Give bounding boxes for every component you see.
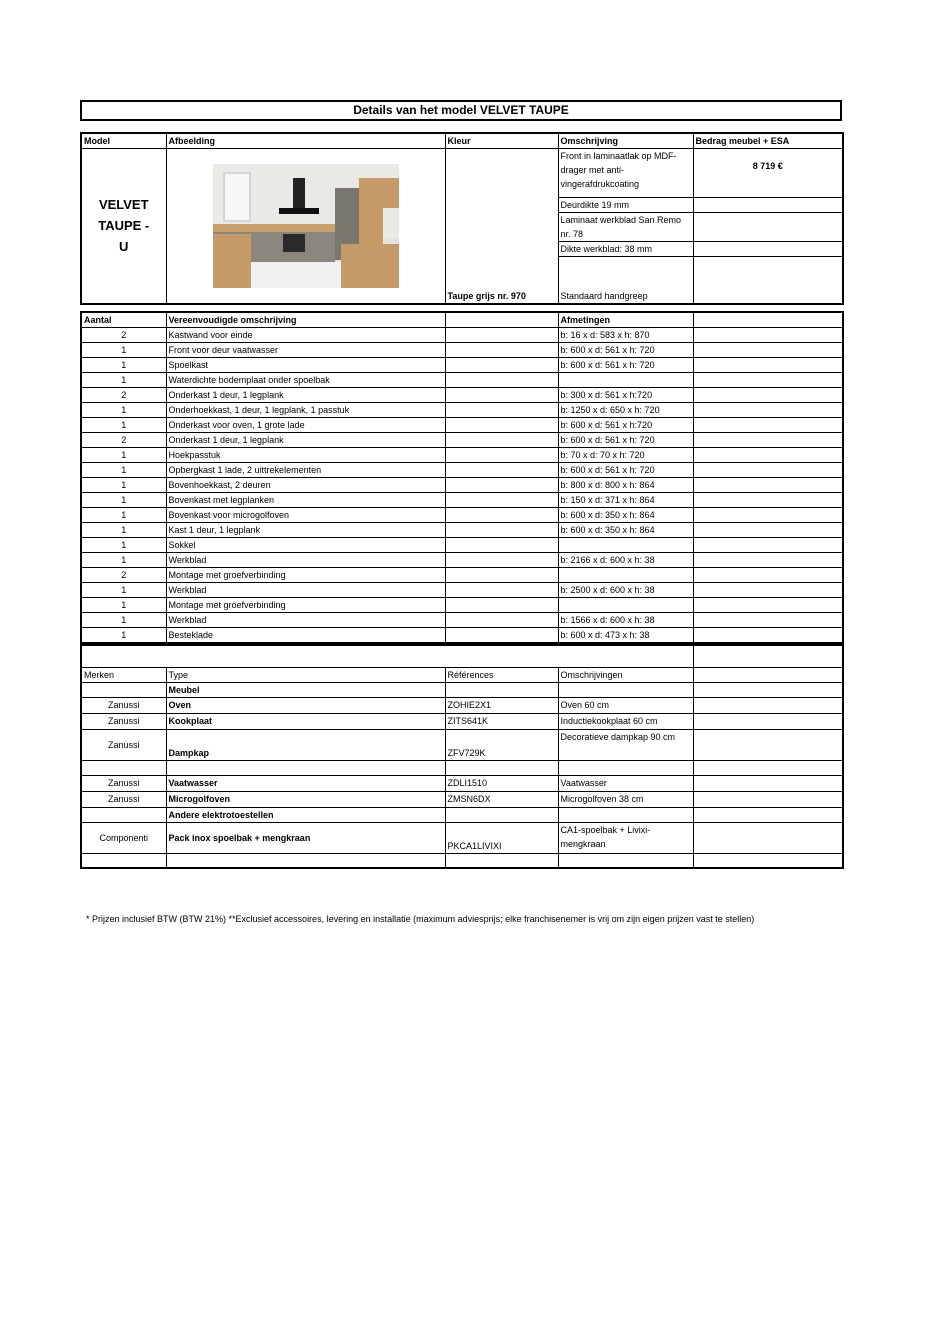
component-row bbox=[81, 463, 843, 478]
appliance-desc: Vaatwasser bbox=[558, 775, 693, 791]
component-dims bbox=[558, 373, 693, 388]
appliance-ref: ZMSN6DX bbox=[445, 791, 558, 807]
component-desc: Werkblad bbox=[166, 613, 445, 628]
component-qty: 2 bbox=[81, 433, 166, 448]
appliance-brand: Zanussi bbox=[81, 713, 166, 729]
description-thickness: Dikte werkblad: 38 mm bbox=[558, 242, 693, 257]
component-qty: 1 bbox=[81, 403, 166, 418]
componenti-desc: CA1-spoelbak + Livixi-mengkraan bbox=[558, 822, 693, 853]
component-row bbox=[81, 478, 843, 493]
appliance-type: Dampkap bbox=[166, 729, 445, 760]
componenti-type: Pack inox spoelbak + mengkraan bbox=[166, 822, 445, 853]
header-description: Omschrijving bbox=[558, 133, 693, 149]
component-qty: 1 bbox=[81, 448, 166, 463]
appliance-type: Oven bbox=[166, 697, 445, 713]
model-name bbox=[81, 149, 166, 304]
component-row bbox=[81, 328, 843, 343]
component-row bbox=[81, 598, 843, 613]
description-worktop: Laminaat werkblad San Remo nr. 78 bbox=[558, 213, 693, 242]
component-qty: 1 bbox=[81, 478, 166, 493]
component-qty: 2 bbox=[81, 388, 166, 403]
component-row bbox=[81, 568, 843, 583]
header-price: Bedrag meubel + ESA bbox=[693, 133, 843, 149]
component-dims: b: 600 x d: 561 x h: 720 bbox=[558, 358, 693, 373]
component-row bbox=[81, 358, 843, 373]
component-desc: Kast 1 deur, 1 legplank bbox=[166, 523, 445, 538]
component-dims: b: 1250 x d: 650 x h: 720 bbox=[558, 403, 693, 418]
header-dimensions: Afmetingen bbox=[558, 312, 693, 328]
component-row bbox=[81, 448, 843, 463]
component-qty: 1 bbox=[81, 418, 166, 433]
price-value: 8 719 € bbox=[693, 149, 843, 198]
component-dims bbox=[558, 568, 693, 583]
component-qty: 1 bbox=[81, 493, 166, 508]
appliance-row bbox=[81, 697, 843, 713]
component-desc: Spoelkast bbox=[166, 358, 445, 373]
component-dims: b: 600 x d: 561 x h:720 bbox=[558, 418, 693, 433]
component-row bbox=[81, 418, 843, 433]
component-dims: b: 300 x d: 561 x h:720 bbox=[558, 388, 693, 403]
description-front: Front in laminaatlak op MDF-drager met anti-vingerafdrukcoating bbox=[558, 149, 693, 198]
component-desc: Bovenhoekkast, 2 deuren bbox=[166, 478, 445, 493]
component-qty: 1 bbox=[81, 463, 166, 478]
model-name-text: VELVET TAUPE - U bbox=[98, 197, 150, 255]
color-value: Taupe grijs nr. 970 bbox=[445, 149, 558, 304]
component-row bbox=[81, 403, 843, 418]
component-desc: Montage met groefverbinding bbox=[166, 598, 445, 613]
header-model: Model bbox=[81, 133, 166, 149]
componenti-ref: PKCA1LIVIXI bbox=[445, 822, 558, 853]
appliance-type: Kookplaat bbox=[166, 713, 445, 729]
components-table bbox=[80, 311, 844, 644]
appliance-desc: Decoratieve dampkap 90 cm bbox=[558, 729, 693, 760]
appliance-brand: Zanussi bbox=[81, 775, 166, 791]
component-desc: Onderkast 1 deur, 1 legplank bbox=[166, 433, 445, 448]
component-row bbox=[81, 373, 843, 388]
component-qty: 1 bbox=[81, 523, 166, 538]
component-desc: Hoekpasstuk bbox=[166, 448, 445, 463]
component-qty: 2 bbox=[81, 568, 166, 583]
component-desc: Bovenkast voor microgolfoven bbox=[166, 508, 445, 523]
component-qty: 1 bbox=[81, 373, 166, 388]
component-qty: 1 bbox=[81, 583, 166, 598]
appliance-row bbox=[81, 713, 843, 729]
page-title: Details van het model VELVET TAUPE bbox=[80, 100, 842, 121]
component-qty: 1 bbox=[81, 628, 166, 644]
kitchen-image-cell bbox=[166, 149, 445, 304]
header-descriptions: Omschrijvingen bbox=[558, 667, 693, 682]
component-row bbox=[81, 613, 843, 628]
appliance-type: Microgolfoven bbox=[166, 791, 445, 807]
component-row bbox=[81, 433, 843, 448]
component-qty: 1 bbox=[81, 358, 166, 373]
component-dims: b: 1566 x d: 600 x h: 38 bbox=[558, 613, 693, 628]
meubel-label: Meubel bbox=[166, 682, 445, 697]
appliance-brand: Zanussi bbox=[81, 697, 166, 713]
header-quantity: Aantal bbox=[81, 312, 166, 328]
component-qty: 1 bbox=[81, 553, 166, 568]
component-desc: Bovenkast met legplanken bbox=[166, 493, 445, 508]
component-dims bbox=[558, 538, 693, 553]
component-row bbox=[81, 508, 843, 523]
appliance-brand: Zanussi bbox=[81, 729, 166, 760]
component-dims: b: 600 x d: 473 x h: 38 bbox=[558, 628, 693, 644]
component-row bbox=[81, 343, 843, 358]
component-desc: Besteklade bbox=[166, 628, 445, 644]
header-simplified-description: Vereenvoudigde omschrijving bbox=[166, 312, 445, 328]
header-color: Kleur bbox=[445, 133, 558, 149]
header-references: Références bbox=[445, 667, 558, 682]
header-brands: Merken bbox=[81, 667, 166, 682]
component-row bbox=[81, 553, 843, 568]
component-dims: b: 2500 x d: 600 x h: 38 bbox=[558, 583, 693, 598]
header-image: Afbeelding bbox=[166, 133, 445, 149]
footnote: * Prijzen inclusief BTW (BTW 21%) **Exclusief accessoires, levering en installatie (maximum adviesprijs; elke franchisenemer is vrij om zijn eigen prijzen vast te stellen) bbox=[86, 914, 755, 924]
componenti-row bbox=[81, 822, 843, 853]
component-row bbox=[81, 583, 843, 598]
component-qty: 1 bbox=[81, 538, 166, 553]
appliance-ref: ZITS641K bbox=[445, 713, 558, 729]
component-desc: Sokkel bbox=[166, 538, 445, 553]
component-desc: Front voor deur vaatwasser bbox=[166, 343, 445, 358]
component-dims: b: 16 x d: 583 x h: 870 bbox=[558, 328, 693, 343]
component-dims: b: 70 x d: 70 x h: 720 bbox=[558, 448, 693, 463]
component-row bbox=[81, 493, 843, 508]
component-desc: Waterdichte bodemplaat onder spoelbak bbox=[166, 373, 445, 388]
component-row bbox=[81, 628, 843, 644]
appliance-row bbox=[81, 775, 843, 791]
component-desc: Opbergkast 1 lade, 2 uittrekelementen bbox=[166, 463, 445, 478]
component-desc: Onderhoekkast, 1 deur, 1 legplank, 1 passtuk bbox=[166, 403, 445, 418]
component-desc: Werkblad bbox=[166, 553, 445, 568]
appliance-brand: Zanussi bbox=[81, 791, 166, 807]
appliances-table bbox=[80, 644, 844, 869]
appliance-type: Vaatwasser bbox=[166, 775, 445, 791]
component-desc: Kastwand voor einde bbox=[166, 328, 445, 343]
component-desc: Werkblad bbox=[166, 583, 445, 598]
description-handle: Standaard handgreep bbox=[558, 257, 693, 304]
appliance-ref: ZFV729K bbox=[445, 729, 558, 760]
component-desc: Onderkast voor oven, 1 grote lade bbox=[166, 418, 445, 433]
other-appliances-label: Andere elektrotoestellen bbox=[166, 807, 445, 822]
component-row bbox=[81, 538, 843, 553]
model-summary-table bbox=[80, 132, 844, 305]
component-qty: 2 bbox=[81, 328, 166, 343]
description-door: Deurdikte 19 mm bbox=[558, 198, 693, 213]
component-dims: b: 600 x d: 561 x h: 720 bbox=[558, 343, 693, 358]
component-qty: 1 bbox=[81, 508, 166, 523]
component-dims: b: 600 x d: 350 x h: 864 bbox=[558, 508, 693, 523]
component-row bbox=[81, 523, 843, 538]
component-qty: 1 bbox=[81, 613, 166, 628]
appliance-desc: Microgolfoven 38 cm bbox=[558, 791, 693, 807]
component-qty: 1 bbox=[81, 343, 166, 358]
component-dims: b: 150 x d: 371 x h: 864 bbox=[558, 493, 693, 508]
component-desc: Montage met groefverbinding bbox=[166, 568, 445, 583]
appliance-row bbox=[81, 791, 843, 807]
appliance-desc: Inductiekookplaat 60 cm bbox=[558, 713, 693, 729]
kitchen-image bbox=[213, 164, 399, 288]
component-row bbox=[81, 388, 843, 403]
appliance-ref: ZOHIE2X1 bbox=[445, 697, 558, 713]
componenti-brand: Componenti bbox=[81, 822, 166, 853]
component-dims bbox=[558, 598, 693, 613]
component-dims: b: 2166 x d: 600 x h: 38 bbox=[558, 553, 693, 568]
appliance-ref: ZDLI1510 bbox=[445, 775, 558, 791]
appliance-desc: Oven 60 cm bbox=[558, 697, 693, 713]
component-desc: Onderkast 1 deur, 1 legplank bbox=[166, 388, 445, 403]
header-type: Type bbox=[166, 667, 445, 682]
component-dims: b: 600 x d: 561 x h: 720 bbox=[558, 463, 693, 478]
component-dims: b: 600 x d: 350 x h: 864 bbox=[558, 523, 693, 538]
appliance-row bbox=[81, 729, 843, 760]
component-dims: b: 600 x d: 561 x h: 720 bbox=[558, 433, 693, 448]
component-dims: b: 800 x d: 800 x h: 864 bbox=[558, 478, 693, 493]
component-qty: 1 bbox=[81, 598, 166, 613]
